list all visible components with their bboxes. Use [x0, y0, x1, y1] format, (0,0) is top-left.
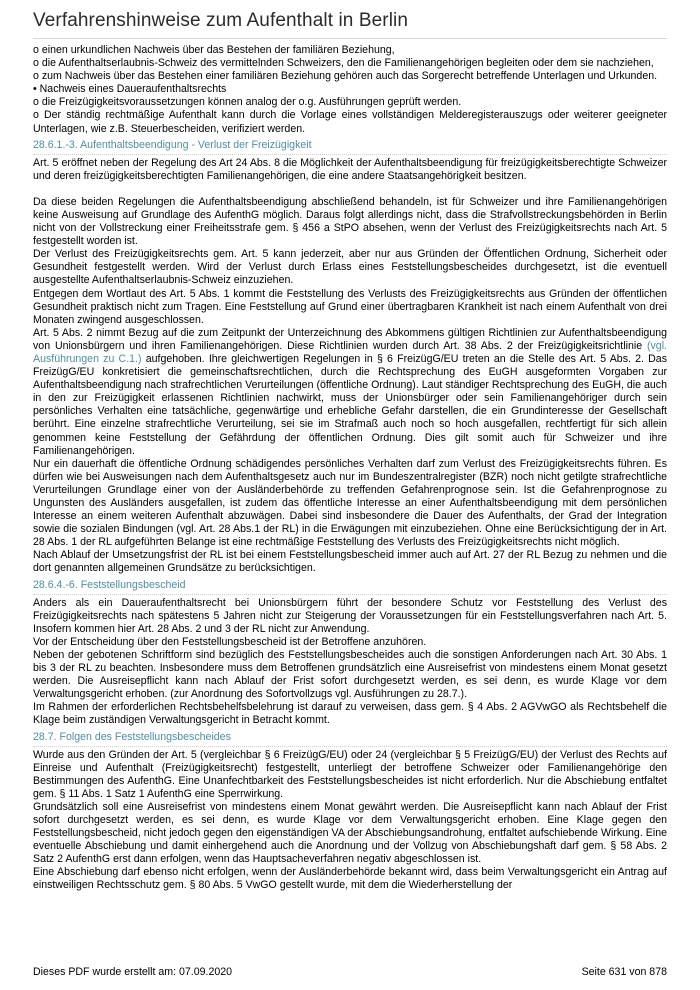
paragraph: Im Rahmen der erforderlichen Rechtsbehelfsbelehrung ist darauf zu verweisen, dass gem. § 4 Abs. 2 AGVwGO als Rechtsbehelf die Klage beim zuständigen Verwaltungsgericht in Betracht kommt. [33, 701, 667, 727]
paragraph: Eine Abschiebung darf ebenso nicht erfolgen, wenn der Ausländerbehörde bekannt wird, dass beim Verwaltungsgericht ein Antrag auf einstweiligen Rechtsschutz gem. § 80 Abs. 5 VwGO gestellt wurde, mit dem die Wiederherstellung der [33, 866, 667, 892]
reference-link[interactable]: (vgl. Ausführungen zu C.1.) [33, 339, 667, 365]
paragraph: Grundsätzlich soll eine Ausreisefrist von mindestens einem Monat gewährt werden. Die Ausreisepflicht kann nach Ablauf der Frist sofort durchgesetzt werden, es sei denn, es wurde Klage vor dem Verwaltungsgericht erhoben. Eine Klage gegen den Feststellungsbescheid, nicht jedoch gegen den eigenständigen VA der Abschiebungsandrohung, entfaltet aufschiebende Wirkung. Eine eventuelle Abschiebung und damit einhergehend auch die Anordnung und der Vollzug von Abschiebungshaft darf gem. § 58 Abs. 2 Satz 2 AufenthG erst dann erfolgen, wenn das Hauptsacheverfahren negativ abgeschlossen ist. [33, 800, 667, 866]
section-heading: 28.7. Folgen des Feststellungsbescheides [33, 731, 667, 747]
paragraph: Anders als ein Daueraufenthaltsrecht bei Unionsbürgern führt der besondere Schutz vor Feststellung des Verlust des Freizügigkeitsrechts nach spätestens 5 Jahren nicht zur Steigerung der Voraussetzungen für ein Feststellungsverfahren nach Art. 5. Insofern kommen hier Art. 28 Abs. 2 und 3 der RL nicht zur Anwendung. [33, 596, 667, 635]
page-footer [33, 966, 667, 979]
page-number: Seite 631 von 878 [581, 966, 667, 978]
paragraph-text: aufgehoben. Ihre gleichwertigen Regelungen in § 6 FreizügG/EU treten an die Stelle des Art. 5 Abs. 2. Das FreizügG/EU konkretisiert die gemeinschaftsrechtlichen, durch die Rechtsprechung des EuGH ausgeformten Vorgaben zur Aufenthaltsbeendigung nach strafrechtlichen Verurteilungen (öffentliche Ordnung). Laut ständiger Rechtsprechung des EuGH, die auch in den zur Freizügigkeit erlassenen Richtlinien nachwirkt, muss der Unionsbürger oder sein Familienangehöriger durch sein persönliches Verhalten eine tatsächliche, gegenwärtige und erhebliche Gefahr darstellen, die ein Grundinteresse der Gesellschaft berührt. Eine einzelne strafrechtliche Verurteilung, sei sie im Strafmaß auch noch so hoch ausgefallen, rechtfertigt für sich allein genommen keine Feststellung der Gefährdung der öffentlichen Ordnung. Dies gilt somit auch für Schweizer und ihre Familienangehörigen. [33, 352, 667, 457]
paragraph: Entgegen dem Wortlaut des Art. 5 Abs. 1 kommt die Feststellung des Verlusts des Freizügigkeitsrechts aus Gründen der öffentlichen Gesundheit praktisch nicht zum Tragen. Eine Feststellung auf Grund einer übertragbaren Krankheit ist nach einem Aufenthalt von drei Monaten zwingend ausgeschlossen. [33, 287, 667, 326]
section-heading: 28.6.4.-6. Feststellungsbescheid [33, 579, 667, 595]
list-item: o Der ständig rechtmäßige Aufenthalt kann durch die Vorlage eines vollständigen Melderegisterauszugs oder weiterer geeigneter Unterlagen, wie z.B. Steuerbescheiden, verifiziert werden. [33, 109, 667, 135]
list-item: o die Freizügigkeitsvoraussetzungen können analog der o.g. Ausführungen geprüft werden. [33, 96, 462, 109]
paragraph: Neben der gebotenen Schriftform sind bezüglich des Feststellungsbescheides auch die sonstigen Anforderungen nach Art. 30 Abs. 1 bis 3 der RL zu beachten. Insbesondere muss dem Betroffenen grundsätzlich eine Ausreisefrist von mindestens einem Monat gesetzt werden. Die Ausreisepflicht kann nach Ablauf der Frist sofort durchgesetzt werden, es sei denn, es wurde Klage vor dem Verwaltungsgericht erhoben. (zur Anordnung des Sofortvollzugs vgl. Ausführungen zu 28.7.). [33, 648, 667, 701]
list-item: o zum Nachweis über das Bestehen einer familiären Beziehung gehören auch das Sorgerecht betreffende Unterlagen und Urkunden. [33, 70, 658, 83]
section-heading: 28.6.1.-3. Aufenthaltsbeendigung - Verlust der Freizügigkeit [33, 139, 667, 155]
paragraph [33, 327, 667, 458]
paragraph-text: Art. 5 Abs. 2 nimmt Bezug auf die zum Zeitpunkt der Unterzeichnung des Abkommens gültigen Richtlinien zur Aufenthaltsbeendigung von Unionsbürgern und ihren Familienangehörigen. Diese Richtlinien wurden durch Art. 38 Abs. 2 der Freizügigkeitsrichtlinie [33, 326, 667, 352]
list-item: o die Aufenthaltserlaubnis-Schweiz des vermittelnden Schweizers, den die Familienangehörigen begleiten oder dem sie nachziehen, [33, 57, 654, 70]
document-body [33, 44, 667, 893]
list-item: • Nachweis eines Daueraufenthaltsrechts [33, 83, 227, 96]
document-page [33, 0, 667, 893]
title-divider [33, 38, 667, 39]
page-title: Verfahrenshinweise zum Aufenthalt in Berlin [33, 10, 409, 31]
paragraph: Wurde aus den Gründen der Art. 5 (vergleichbar § 6 FreizügG/EU) oder 24 (vergleichbar § 5 FreizügG/EU) der Verlust des Rechts auf Einreise und Aufenthalt (Freizügigkeitsrecht) festgestellt, unterliegt der betroffene Schweizer oder Familienangehörige den Bestimmungen des AufenthG. Eine Unanfechtbarkeit des Feststellungsbescheides ist nicht erforderlich. Nur die Abschiebung entfaltet gem. § 11 Abs. 1 Satz 1 AufenthG eine Sperrwirkung. [33, 748, 667, 800]
paragraph: Art. 5 eröffnet neben der Regelung des Art 24 Abs. 8 die Möglichkeit der Aufenthaltsbeendigung für freizügigkeitsberechtigte Schweizer und deren freizügigkeitsberechtigten Familienangehörigen, die eine andere Staatsangehörigkeit besitzen. [33, 156, 667, 182]
paragraph: Nur ein dauerhaft die öffentliche Ordnung schädigendes persönliches Verhalten darf zum Verlust des Freizügigkeitsrechts führen. Es dürfen wie bei Ausweisungen nach dem Aufenthaltsgesetz auch nur im Bundeszentralregister (BZR) noch nicht getilgte strafrechtliche Verurteilungen Grundlage einer von der Ausländerbehörde zu treffenden Gefahrenprognose sein. Ist die Gefahrenprognose zu Ungunsten des Ausländers ausgefallen, ist zudem das öffentliche Interesse an einer Aufenthaltsbeendigung mit dem persönlichen Interesse an einem weiteren Aufenthalt abzuwägen. Dabei sind insbesondere die Dauer des Aufenthalts, der Grad der Integration sowie die sozialen Bindungen (vgl. Art. 28 Abs.1 der RL) in die Erwägungen mit einzubeziehen. Ohne eine Berücksichtigung der in Art. 28 Abs. 1 der RL aufgeführten Belange ist eine rechtmäßige Feststellung des Verlusts des Freizügigkeitsrechts nicht möglich. [33, 457, 667, 549]
paragraph-gap [33, 183, 667, 196]
paragraph: Vor der Entscheidung über den Feststellungsbescheid ist der Betroffene anzuhören. [33, 635, 427, 648]
paragraph: Nach Ablauf der Umsetzungsfrist der RL ist bei einem Feststellungsbescheid immer auch auf Art. 27 der RL Bezug zu nehmen und die dort genannten allgemeinen Grundsätze zu berücksichtigen. [33, 549, 667, 575]
paragraph: Da diese beiden Regelungen die Aufenthaltsbeendigung abschließend behandeln, ist für Schweizer und ihre Familienangehörigen keine Ausweisung auf Grundlage des AufenthG möglich. Daraus folgt allerdings nicht, dass die Strafvollstreckungsbehörden in Berlin nicht von der Vollstreckung einer Freiheitsstrafe gem. § 456 a StPO absehen, wenn der Verlust des Freizügigkeitsrechts nach Art. 5 festgestellt worden ist. [33, 195, 667, 248]
paragraph: Der Verlust des Freizügigkeitsrechts gem. Art. 5 kann jederzeit, aber nur aus Gründen der Öffentlichen Ordnung, Sicherheit oder Gesundheit festgestellt werden. Wird der Verlust durch Erlass eines Feststellungsbescheides durchgesetzt, ist die eventuell ausgestellte Aufenthaltserlaubnis-Schweiz einzuziehen. [33, 248, 667, 287]
creation-date: Dieses PDF wurde erstellt am: 07.09.2020 [33, 966, 233, 978]
list-item: o einen urkundlichen Nachweis über das Bestehen der familiären Beziehung, [33, 44, 395, 56]
